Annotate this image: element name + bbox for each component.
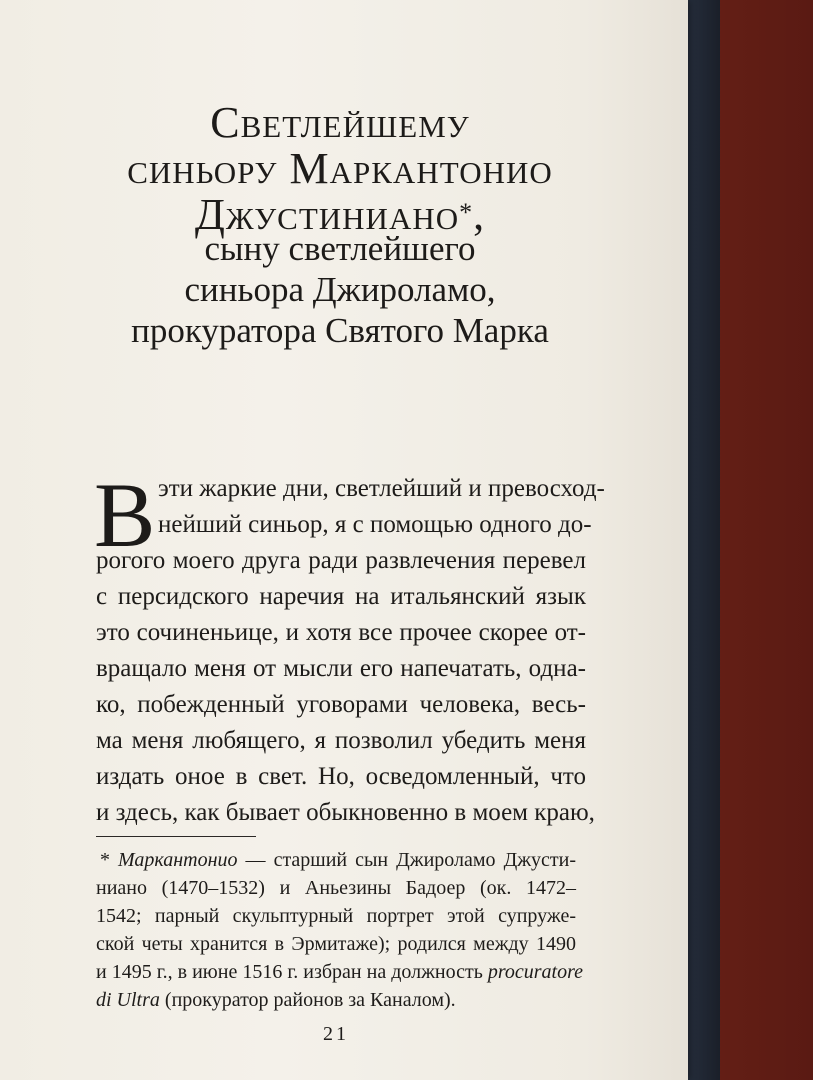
- heading-line-5: синьора Джироламо,: [184, 270, 496, 309]
- heading-line-4: сыну светлейшего: [204, 229, 476, 268]
- footnote-text: и 1495 г., в июне 1516 г. избран на должность: [96, 961, 488, 983]
- footnote-text: (прокуратор районов за Каналом).: [159, 989, 456, 1011]
- body-line: вращало меня от мысли его напечатать, одна-: [96, 655, 586, 682]
- heading-line-1: Светлейшему: [210, 98, 470, 147]
- footnote-term: di Ultra: [96, 989, 160, 1011]
- body-line: рогого моего друга ради развлечения перевел: [96, 547, 586, 574]
- footnote-line: ниано (1470–1532) и Аньезины Бадоер (ок. 1472–: [96, 877, 576, 899]
- body-line: с персидского наречия на итальянский язык: [96, 583, 586, 610]
- footnote-marker: *: [100, 849, 110, 871]
- body-line: это сочиненьице, и хотя все прочее скорее от-: [96, 619, 586, 646]
- body-line: ма меня любящего, я позволил убедить меня: [96, 727, 586, 754]
- body-line: эти жаркие дни, светлейший и превосход-: [158, 475, 605, 502]
- page-number: 21: [323, 1023, 349, 1045]
- body-line: ко, побежденный уговорами человека, весь-: [96, 691, 586, 718]
- body-line: нейший синьор, я с помощью одного до-: [158, 511, 592, 538]
- footnote-term: procuratore: [487, 961, 584, 983]
- footnote-line: [96, 986, 576, 1014]
- footnote-line: 1542; парный скульптурный портрет этой супруже-: [96, 905, 576, 927]
- footnote-line: ской четы хранится в Эрмитаже); родился между 1490: [96, 933, 576, 955]
- footnote-text: — старший сын Джироламо Джусти-: [237, 849, 577, 871]
- footnote-term: Маркантонио: [118, 849, 238, 871]
- footnote-rule: [96, 836, 256, 837]
- heading-line-2: синьору Маркантонио: [127, 144, 553, 193]
- body-line: издать оное в свет. Но, осведомленный, что: [96, 763, 586, 790]
- heading-footnote-marker: *: [459, 198, 474, 227]
- heading-line-6: прокуратора Святого Марка: [131, 311, 549, 350]
- body-line: и здесь, как бывает обыкновенно в моем краю,: [96, 799, 595, 826]
- footnote-line: [100, 846, 576, 874]
- heading-line-3-text: Джустиниано: [194, 190, 460, 239]
- footnote-line: [96, 958, 584, 986]
- heading-line-3-comma: ,: [473, 190, 486, 239]
- drop-cap: В: [94, 464, 156, 566]
